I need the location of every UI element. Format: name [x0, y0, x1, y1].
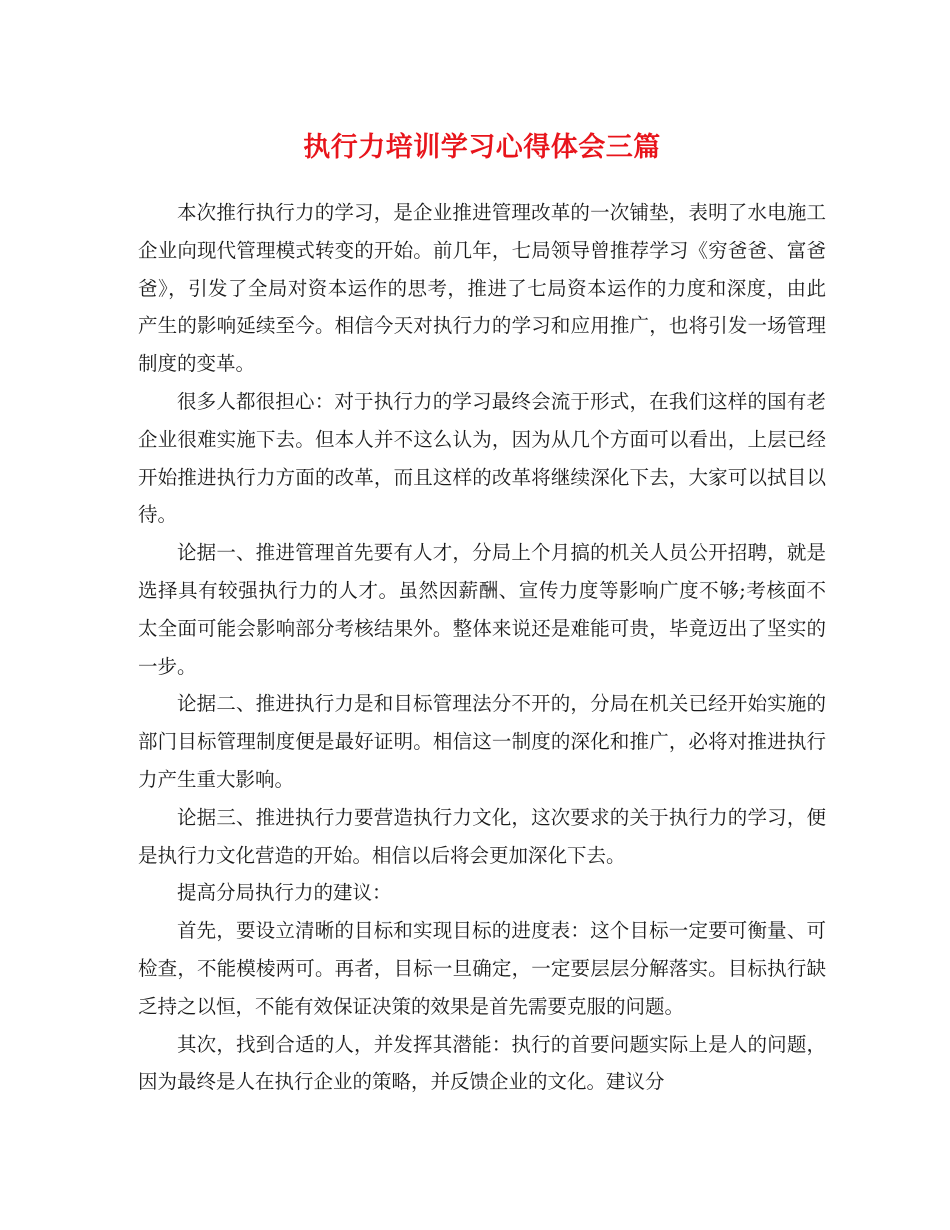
document-page — [138, 128, 826, 1101]
paragraph-intro: 本次推行执行力的学习，是企业推进管理改革的一次铺垫，表明了水电施工企业向现代管理模式转变的开始。前几年，七局领导曾推荐学习《穷爸爸、富爸爸》，引发了全局对资本运作的思考，推进了七局资本运作的力度和深度，由此产生的影响延续至今。相信今天对执行力的学习和应用推广，也将引发一场管理制度的变革。 — [138, 201, 826, 376]
paragraph-argument-3: 论据三、推进执行力要营造执行力文化，这次要求的关于执行力的学习，便是执行力文化营造的开始。相信以后将会更加深化下去。 — [138, 805, 826, 867]
paragraph-argument-2: 论据二、推进执行力是和目标管理法分不开的，分局在机关已经开始实施的部门目标管理制度便是最好证明。相信这一制度的深化和推广，必将对推进执行力产生重大影响。 — [138, 692, 826, 791]
paragraph-suggestion-1: 首先，要设立清晰的目标和实现目标的进度表：这个目标一定要可衡量、可检查，不能模棱两可。再者，目标一旦确定，一定要层层分解落实。目标执行缺乏持之以恒，不能有效保证决策的效果是首先需要克服的问题。 — [138, 919, 826, 1018]
paragraph-concern: 很多人都很担心：对于执行力的学习最终会流于形式，在我们这样的国有老企业很难实施下去。但本人并不这么认为，因为从几个方面可以看出，上层已经开始推进执行力方面的改革，而且这样的改革将继续深化下去，大家可以拭目以待。 — [138, 389, 826, 527]
paragraph-suggestions-heading: 提高分局执行力的建议： — [177, 881, 392, 905]
paragraph-argument-1: 论据一、推进管理首先要有人才，分局上个月搞的机关人员公开招聘，就是选择具有较强执行力的人才。虽然因薪酬、宣传力度等影响广度不够;考核面不太全面可能会影响部分考核结果外。整体来说还是难能可贵，毕竟迈出了坚实的一步。 — [138, 541, 826, 678]
paragraph-suggestion-2: 其次，找到合适的人，并发挥其潜能：执行的首要问题实际上是人的问题，因为最终是人在执行企业的策略，并反馈企业的文化。建议分 — [138, 1032, 826, 1094]
document-title: 执行力培训学习心得体会三篇 — [303, 132, 661, 163]
